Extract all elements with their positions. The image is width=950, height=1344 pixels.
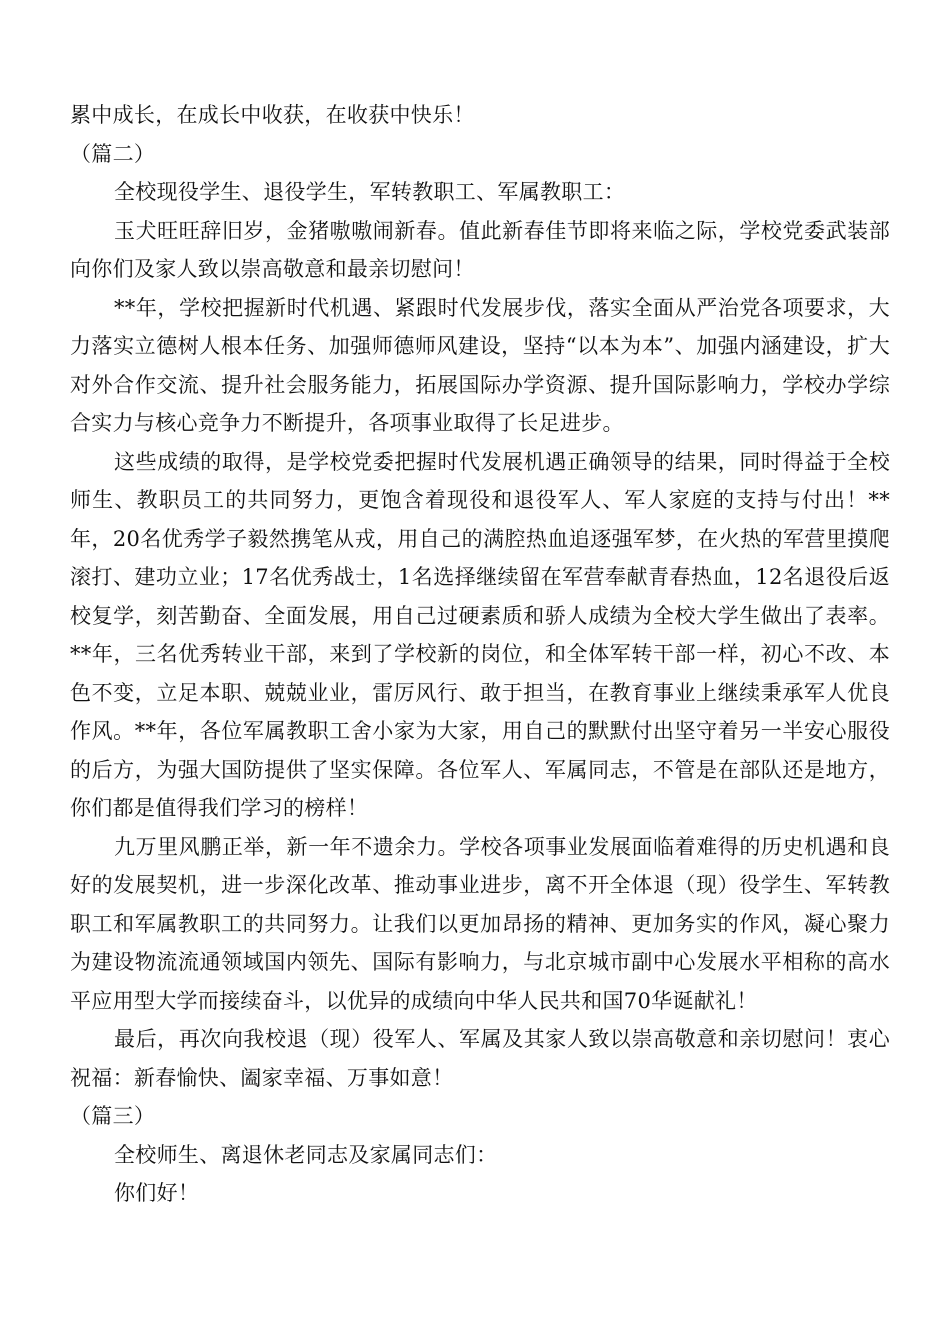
salutation-paragraph: 全校现役学生、退役学生，军转教职工、军属教职工： [114,180,626,204]
closing-paragraph: 最后，再次向我校退（现）役军人、军属及其家人致以崇高敬意和亲切慰问！衷心祝福：新春愉快、阖家幸福、万事如意！ [70,1027,890,1090]
greeting-paragraph: 玉犬旺旺辞旧岁，金猪嗷嗷闹新春。值此新春佳节即将来临之际，学校党委武装部向你们及家人致以崇高敬意和最亲切慰问！ [70,218,890,281]
salutation-paragraph-part-three: 全校师生、离退休老同志及家属同志们： [114,1142,498,1167]
paragraph-continuation: 累中成长，在成长中收获，在收获中快乐！ [70,103,475,127]
section-heading-part-two: （篇二） [70,141,156,166]
outlook-paragraph: 九万里风鹏正举，新一年不遗余力。学校各项事业发展面临着难得的历史机遇和良好的发展契机，进一步深化改革、推动事业进步，离不开全体退（现）役学生、军转教职工和军属教职工的共同努力。让我们以更加昂扬的精神、更加务实的作风，凝心聚力为建设物流流通领域国内领先、国际有影响力，与北京城市副中心发展水平相称的高水平应用型大学而接续奋斗，以优异的成绩向中华人民共和国70华诞献礼！ [70,834,890,1013]
greeting-line-part-three: 你们好！ [114,1181,200,1205]
achievements-paragraph: **年，学校把握新时代机遇、紧跟时代发展步伐，落实全面从严治党各项要求，大力落实立德树人根本任务、加强师德师风建设，坚持“以本为本”、加强内涵建设，扩大对外合作交流、提升社会服务能力，拓展国际办学资源、提升国际影响力，学校办学综合实力与核心竞争力不断提升，各项事业取得了长足进步。 [70,295,890,435]
section-heading-part-three: （篇三） [70,1104,156,1128]
contributions-paragraph: 这些成绩的取得，是学校党委把握时代发展机遇正确领导的结果，同时得益于全校师生、教职员工的共同努力，更饱含着现役和退役军人、军人家庭的支持与付出！**年，20名优秀学子毅然携笔从戎，用自己的满腔热血追逐强军梦，在火热的军营里摸爬滚打、建功立业；17名优秀战士，1名选择继续留在军营奉献青春热血，12名退役后返校复学，刻苦勤奋、全面发展，用自己过硬素质和骄人成绩为全校大学生做出了表率。**年，三名优秀转业干部，来到了学校新的岗位，和全体军转干部一样，初心不改、本色不变，立足本职、兢兢业业，雷厉风行、敢于担当，在教育事业上继续秉承军人优良作风。**年，各位军属教职工舍小家为大家，用自己的默默付出坚守着另一半安心服役的后方，为强大国防提供了坚实保障。各位军人、军属同志，不管是在部队还是地方，你们都是值得我们学习的榜样！ [70,449,890,820]
document-body [70,96,890,1213]
